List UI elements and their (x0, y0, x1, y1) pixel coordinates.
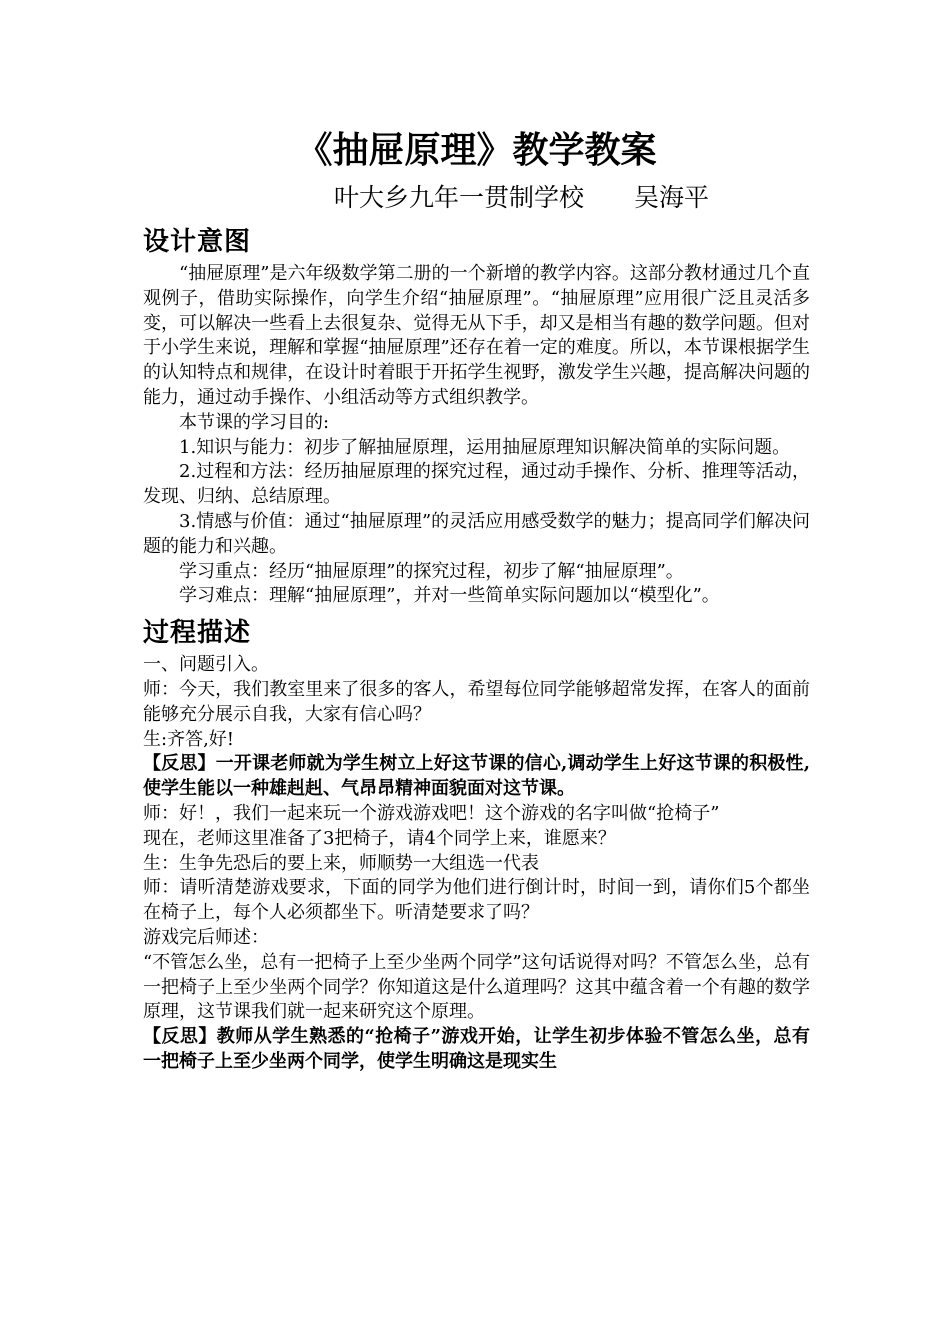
process-paragraph: 现在，老师这里准备了3把椅子，请4个同学上来，谁愿来？ (143, 827, 616, 849)
design-key-point: 学习重点：经历“抽屉原理”的探究过程，初步了解“抽屉原理”。 (179, 560, 684, 582)
author-name: 吴海平 (634, 183, 710, 212)
process-paragraph: 生:齐答,好! (143, 728, 235, 750)
process-paragraph: 生：生争先恐后的要上来，师顺势一大组选一代表 (143, 852, 539, 874)
design-paragraph: 1.知识与能力：初步了解抽屉原理，运用抽屉原理知识解决简单的实际问题。 (179, 436, 791, 458)
design-paragraph: “抽屉原理”是六年级数学第二册的一个新增的教学内容。这部分教材通过几个直观例子，借助实际操作，向学生介绍“抽屉原理”。“抽屉原理”应用很广泛且灵活多变，可以解决一些看上去很复杂、觉得无从下手，却又是相当有趣的数学问题。但对于小学生来说，理解和掌握“抽屉原理”还存在着一定的难度。所以，本节课根据学生的认知特点和规律，在设计时着眼于开拓学生视野，激发学生兴趣，提高解决问题的能力，通过动手操作、小组活动等方式组织教学。 (143, 263, 810, 408)
document-subtitle (143, 178, 810, 218)
design-paragraph: 本节课的学习目的: (179, 411, 330, 433)
section-heading-design: 设计意图 (143, 227, 252, 257)
design-paragraph: 2.过程和方法：经历抽屉原理的探究过程，通过动手操作、分析、推理等活动，发现、归纳、总结原理。 (143, 461, 810, 508)
process-paragraph: 游戏完后师述： (143, 926, 269, 948)
process-paragraph: “不管怎么坐，总有一把椅子上至少坐两个同学”这句话说得对吗？不管怎么坐，总有一把椅子上至少坐两个同学？你知道这是什么道理吗？这其中蕴含着一个有趣的数学原理，这节课我们就一起来研究这个原理。 (143, 951, 810, 1023)
document-title: 《抽屉原理》教学教案 (296, 130, 657, 171)
reflection-paragraph: 【反思】教师从学生熟悉的“抢椅子”游戏开始，让学生初步体验不管怎么坐，总有一把椅子上至少坐两个同学，使学生明确这是现实生 (143, 1026, 810, 1072)
design-difficulty: 学习难点：理解“抽屉原理”，并对一些简单实际问题加以“模型化”。 (179, 585, 720, 607)
section-heading-process: 过程描述 (143, 618, 252, 649)
process-paragraph: 师：请听清楚游戏要求，下面的同学为他们进行倒计时，时间一到，请你们5个都坐在椅子上，每个人必须都坐下。听清楚要求了吗？ (143, 877, 810, 924)
process-paragraph: 师：今天，我们教室里来了很多的客人，希望每位同学能够超常发挥，在客人的面前能够充分展示自我，大家有信心吗？ (143, 678, 810, 725)
reflection-paragraph: 【反思】一开课老师就为学生树立上好这节课的信心,调动学生上好这节课的积极性,使学生能以一种雄赳赳、气昂昂精神面貌面对这节课。 (143, 753, 810, 800)
design-paragraph: 3.情感与价值：通过“抽屉原理”的灵活应用感受数学的魅力；提高同学们解决问题的能力和兴趣。 (143, 510, 810, 557)
process-paragraph: 师：好！，我们一起来玩一个游戏游戏吧！这个游戏的名字叫做“抢椅子” (143, 802, 720, 824)
school-name: 叶大乡九年一贯制学校 (333, 183, 584, 212)
process-paragraph: 一、问题引入。 (143, 654, 269, 676)
